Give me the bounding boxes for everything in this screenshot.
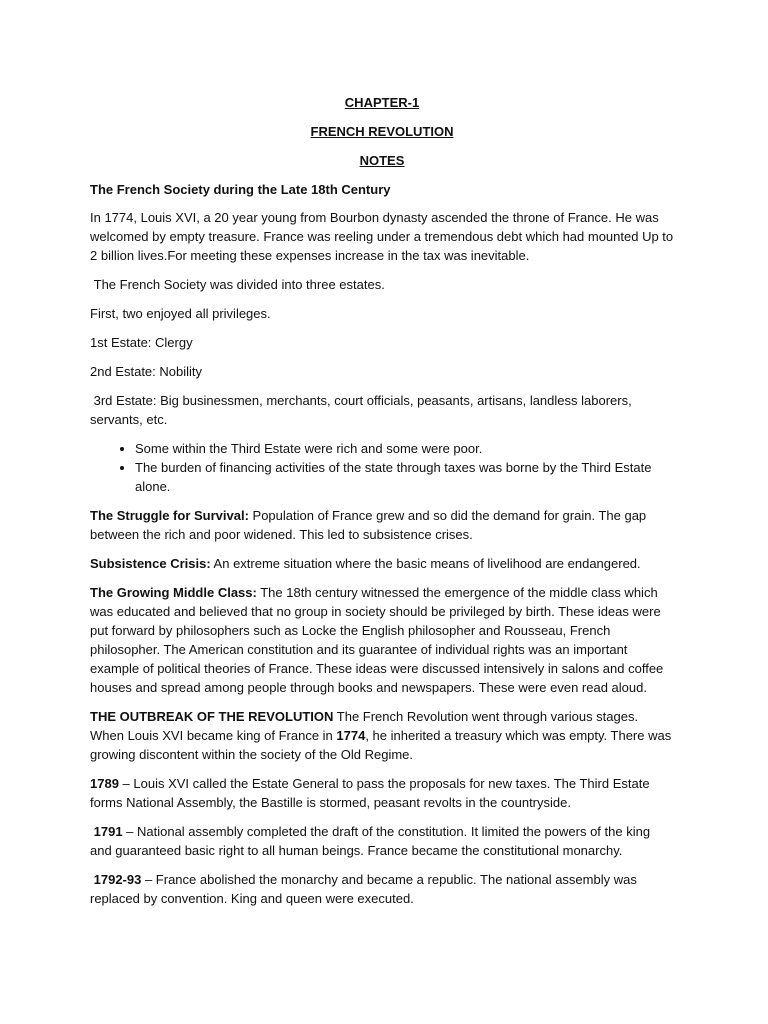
notes-title: NOTES — [359, 153, 405, 168]
first-estate: 1st Estate: Clergy — [90, 335, 193, 350]
outbreak-label: THE OUTBREAK OF THE REVOLUTION — [90, 709, 334, 724]
timeline-1789 — [90, 774, 675, 812]
second-estate: 2nd Estate: Nobility — [90, 364, 203, 379]
bullet-list — [90, 439, 677, 496]
middle-class-label: The Growing Middle Class: — [90, 585, 257, 600]
struggle-text: Population of France grew and so did the demand for grain. The gap between the rich and poor widened. This led to subsistence crises. — [90, 508, 647, 542]
timeline-1791 — [90, 822, 675, 860]
section-heading: The French Society during the Late 18th Century — [90, 182, 391, 197]
middle-class-text: The 18th century witnessed the emergence of the middle class which was educated and believed that no group in society should be privileged by birth. These ideas were put forward by philosophers such as Locke the English philosopher and Rousseau, French philosopher. The American constitution and its guarantee of individual rights was an important example of political theories of France. These ideas were discussed intensively in salons and coffee houses and spread among people through books and newspapers. These were even read aloud. — [90, 585, 664, 695]
timeline-year: 1789 — [90, 776, 119, 791]
list-item: • Some within the Third Estate were rich and some were poor. — [135, 439, 677, 458]
subsistence-label: Subsistence Crisis: — [90, 556, 211, 571]
struggle-label: The Struggle for Survival: — [90, 508, 249, 523]
timeline-year: 1792-93 — [93, 872, 142, 887]
subject-title: FRENCH REVOLUTION — [310, 124, 454, 139]
timeline-1792-93 — [90, 870, 675, 908]
outbreak-year: 1774 — [336, 728, 366, 743]
chapter-title: CHAPTER-1 — [344, 95, 420, 110]
subsistence-text: An extreme situation where the basic means of livelihood are endangered. — [210, 556, 641, 571]
list-item: • The burden of financing activities of the state through taxes was borne by the Third Estate alone. — [135, 458, 677, 496]
estates-paragraph: The French Society was divided into three estates. — [90, 277, 385, 292]
privileges-paragraph: First, two enjoyed all privileges. — [90, 306, 271, 321]
third-estate: 3rd Estate: Big businessmen, merchants, court officials, peasants, artisans, landless laborers, servants, etc. — [90, 393, 636, 427]
timeline-year: 1791 — [93, 824, 123, 839]
middle-class-paragraph — [90, 583, 675, 697]
outbreak-paragraph — [90, 707, 675, 764]
outbreak-text-b: , he inherited a treasury which was empty. There was growing discontent within the society of the Old Regime. — [90, 728, 672, 762]
timeline-text: – Louis XVI called the Estate General to pass the proposals for new taxes. The Third Estate forms National Assembly, the Bastille is stormed, peasant revolts in the countryside. — [90, 776, 654, 810]
outbreak-text-a: The French Revolution went through various stages. When Louis XVI became king of France in — [90, 709, 639, 743]
timeline-text: – National assembly completed the draft of the constitution. It limited the powers of the king and guaranteed basic right to all human beings. France became the constitutional monarchy. — [90, 824, 654, 858]
subsistence-paragraph — [90, 554, 675, 573]
struggle-paragraph — [90, 506, 675, 544]
intro-paragraph: In 1774, Louis XVI, a 20 year young from Bourbon dynasty ascended the throne of France. He was welcomed by empty treasure. France was reeling under a tremendous debt which had mounted Up to 2 billion lives.For meeting these expenses increase in the tax was inevitable. — [90, 210, 674, 263]
timeline-text: – France abolished the monarchy and became a republic. The national assembly was replaced by convention. King and queen were executed. — [90, 872, 641, 906]
